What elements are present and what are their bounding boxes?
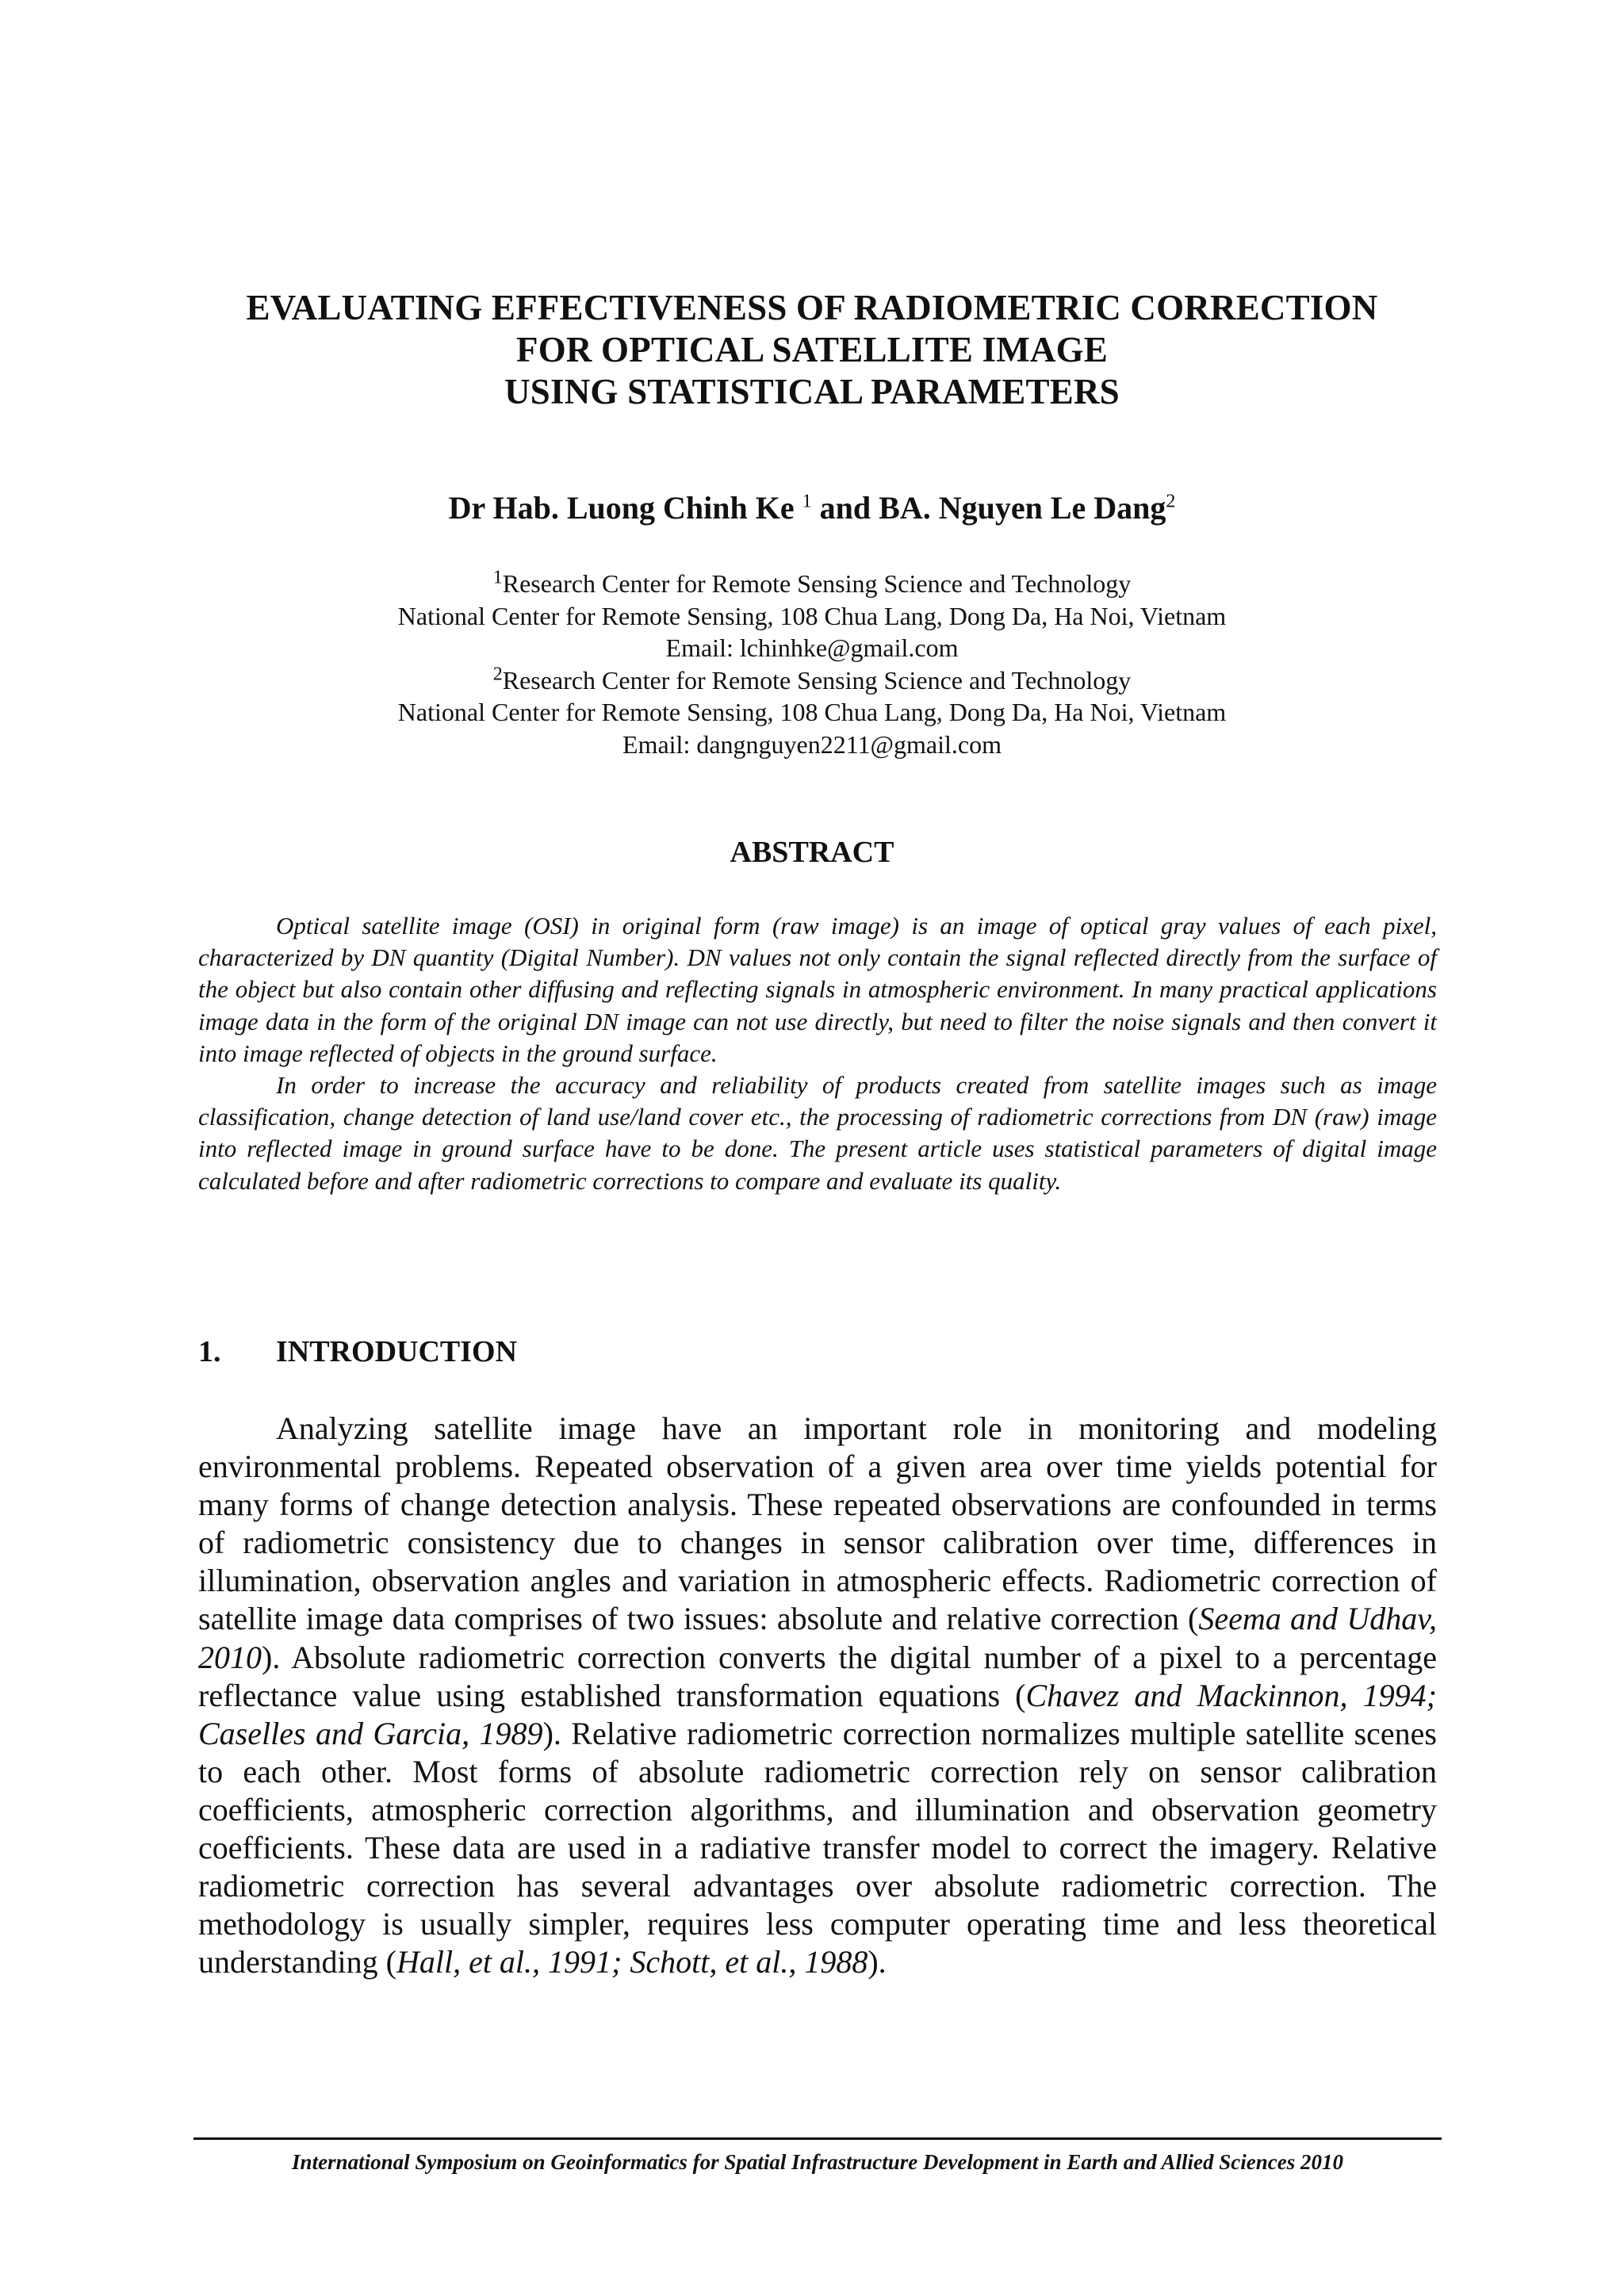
title-line-2: FOR OPTICAL SATELLITE IMAGE xyxy=(516,330,1108,369)
author-line xyxy=(159,488,1465,528)
author-connector: and xyxy=(819,490,871,526)
author-1-affiliation-mark: 1 xyxy=(802,491,812,512)
abstract-paragraph-1: Optical satellite image (OSI) in original form (raw image) is an image of optical gray values of each pixel, characterized by DN quantity (Digital Number). DN values not only contain the signal reflected directly from the surface of the object but also contain other diffusing and reflecting signals in atmospheric environment. In many practical applications image data in the form of the original DN image can not use directly, but need to filter the noise signals and then convert it into image reflected of objects in the ground surface. xyxy=(198,912,1437,1067)
abstract-body xyxy=(198,910,1437,1197)
author-2-name: BA. Nguyen Le Dang xyxy=(879,490,1166,526)
affiliation-1-email: Email: lchinhke@gmail.com xyxy=(665,633,959,662)
affiliation-1-institute: $^1$Research Center for Remote Sensing Science and Technology xyxy=(492,567,1132,598)
affiliation-2-address: National Center for Remote Sensing, 108 Chua Lang, Dong Da, Ha Noi, Vietnam xyxy=(397,698,1227,726)
section-title: INTRODUCTION xyxy=(276,1335,518,1368)
author-1-name: Dr Hab. Luong Chinh Ke xyxy=(448,490,795,526)
citation-hall-schott: Hall, et al., 1991; Schott, et al., 1988 xyxy=(396,1944,868,1980)
affiliations xyxy=(159,568,1465,760)
author-2-affiliation-mark: 2 xyxy=(1166,491,1176,512)
affiliation-2-institute: $^2$Research Center for Remote Sensing Science and Technology xyxy=(492,663,1132,695)
footer-divider xyxy=(193,2137,1442,2140)
affiliation-1-mark: 1 xyxy=(492,567,503,588)
affiliation-2-mark: 2 xyxy=(492,663,503,684)
page-footer: International Symposium on Geoinformatics for Spatial Infrastructure Development in Earth and Allied Sciences 2010 xyxy=(292,2150,1343,2174)
affiliation-2-email: Email: dangnguyen2211@gmail.com xyxy=(622,729,1002,759)
introduction-body xyxy=(198,1410,1437,1981)
section-number: 1. xyxy=(198,1335,221,1368)
citation-chavez-caselles: Chavez and Mackinnon, 1994; Caselles and Garcia, 1989 xyxy=(198,1677,1437,1751)
introduction-paragraph: Analyzing satellite image have an important role in monitoring and modeling environmental problems. Repeated observation of a given area over time yields potential for many forms of change detection analysis. These repeated observations are confounded in terms of radiometric consistency due to changes in sensor calibration over time, differences in illumination, observation angles and variation in atmospheric effects. Radiometric correction of satellite image data comprises of two issues: absolute and relative correction (Seema and Udhav, 2010). Absolute radiometric correction converts the digital number of a pixel to a percentage reflectance value using established transformation equations (Chavez and Mackinnon, 1994; Caselles and Garcia, 1989). Relative radiometric correction normalizes multiple satellite scenes to each other. Most forms of absolute radiometric correction rely on sensor calibration coefficients, atmospheric correction algorithms, and illumination and observation geometry coefficients. These data are used in a radiative transfer model to correct the imagery. Relative radiometric correction has several advantages over absolute radiometric correction. The methodology is usually simpler, requires less computer operating time and less theoretical understanding (Hall, et al., 1991; Schott, et al., 1988). xyxy=(198,1410,1437,1980)
affiliation-1-address: National Center for Remote Sensing, 108 Chua Lang, Dong Da, Ha Noi, Vietnam xyxy=(397,601,1227,630)
title-line-1: EVALUATING EFFECTIVENESS OF RADIOMETRIC CORRECTION xyxy=(246,288,1378,327)
abstract-heading: ABSTRACT xyxy=(730,836,894,869)
title-line-3: USING STATISTICAL PARAMETERS xyxy=(504,372,1120,411)
section-heading-introduction xyxy=(198,1334,517,1370)
citation-seema-udhav: Seema and Udhav, 2010 xyxy=(198,1601,1437,1675)
abstract-paragraph-2: In order to increase the accuracy and reliability of products created from satellite images such as image classification, change detection of land use/land cover etc., the processing of radiometric corrections from DN (raw) image into reflected image in ground surface have to be done. The present article uses statistical parameters of digital image calculated before and after radiometric corrections to compare and evaluate its quality. xyxy=(198,1071,1437,1195)
paper-title xyxy=(159,287,1465,413)
